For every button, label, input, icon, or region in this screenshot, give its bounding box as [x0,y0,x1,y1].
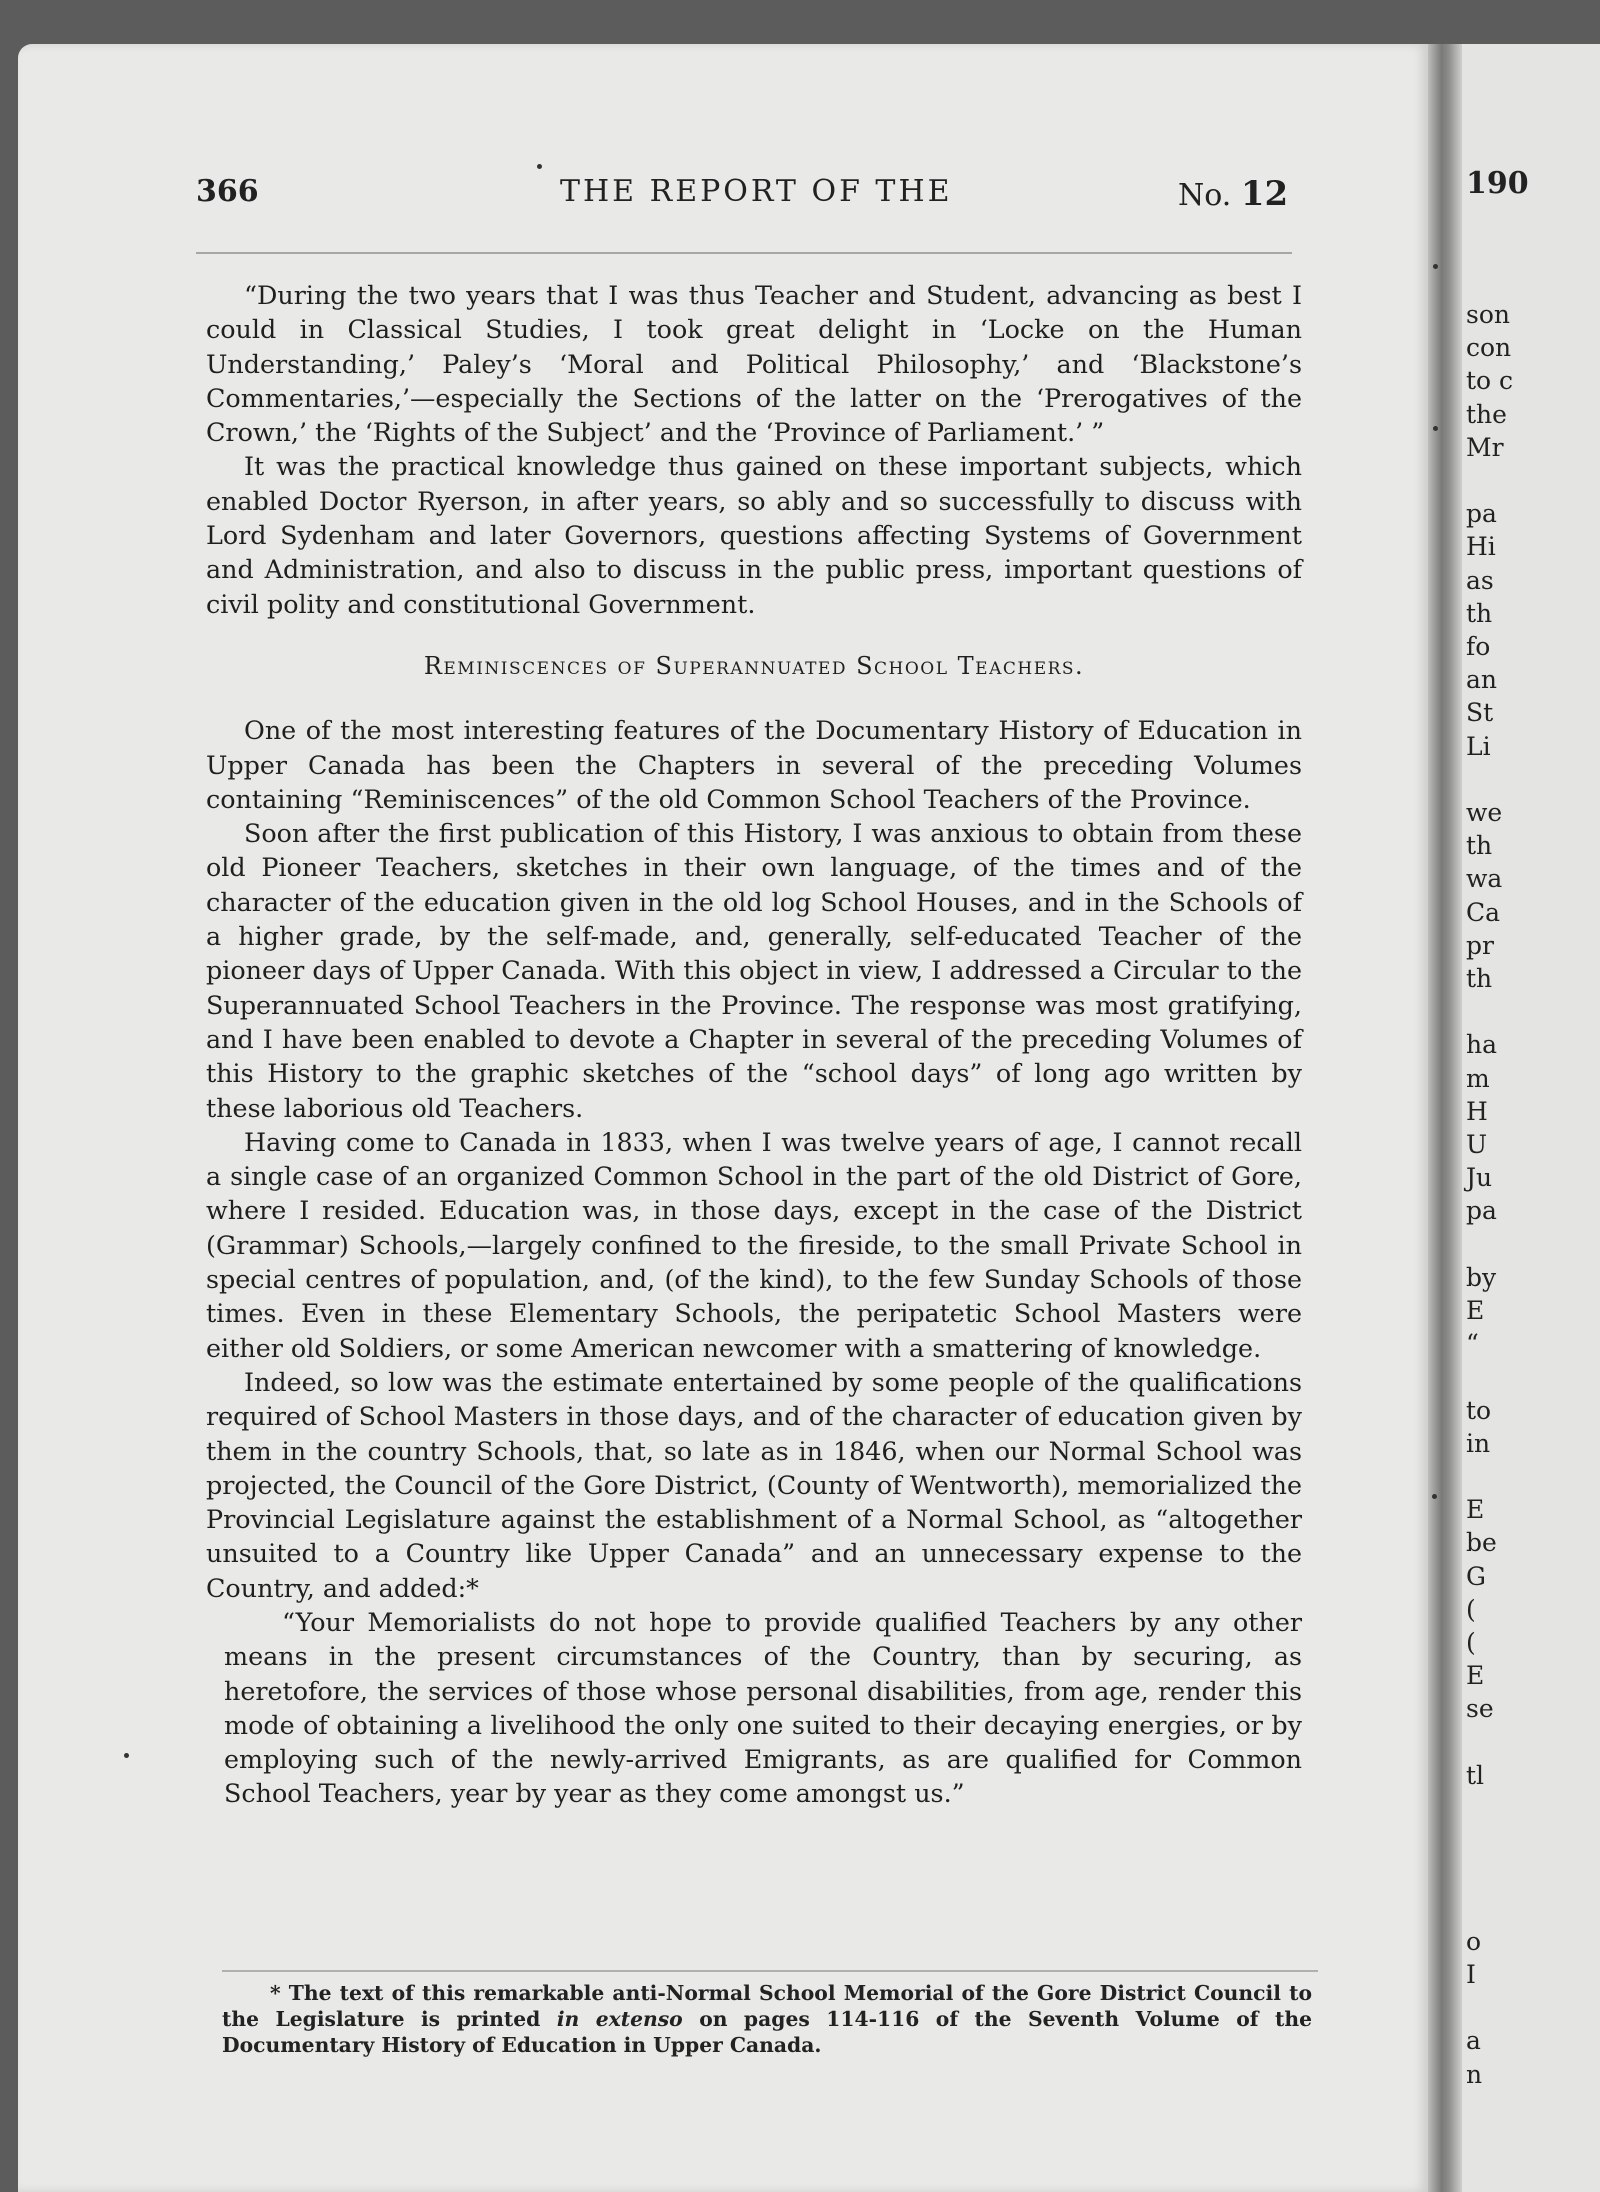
right-page-line: con [1466,333,1512,363]
paragraph: Indeed, so low was the estimate entertained by some people of the qualifications required of School Masters in those days, and of the character of education given by them in the country Schools, that, so late as in 1846, when our Normal School was projected, the Council of the Gore District, (County of Wentworth), memorialized the Provincial Legislature against the establishment of a Normal School, as “altogether unsuited to a Country like Upper Canada” and an unnecessary expense to the Country, and added:* [206,1366,1302,1603]
right-page-line: n [1466,2059,1483,2089]
right-page-line: G [1466,1561,1486,1591]
right-page-line: th [1466,831,1493,861]
right-page-line: Ju [1466,1163,1493,1193]
speck [1433,264,1438,269]
right-page-line: Hi [1466,532,1496,562]
right-page-line: by [1466,1262,1497,1292]
right-page-line: to c [1466,366,1514,396]
paragraph: “During the two years that I was thus Teacher and Student, advancing as best I could in Classical Studies, I took great delight in ‘Locke on the Human Understanding,’ Paley’s ‘Moral and Political Philosophy,’ and ‘Blackstone’s Commentaries,’—especially the Sections of the latter on the ‘Prerogatives of the Crown,’ the ‘Rights of the Subject’ and the ‘Province of Parliament.’ ” [206,280,1302,448]
right-page-line: E [1466,1661,1485,1691]
right-page-line: the [1466,399,1507,429]
report-number-label: No. [1178,178,1232,213]
right-page-header: 190 [1466,166,1529,201]
report-number [1178,174,1288,222]
right-page-line: pa [1466,499,1497,529]
right-page-line: U [1466,1130,1488,1159]
right-page-line: St [1466,698,1494,728]
speck [124,1753,129,1758]
footnote [222,1980,1312,2058]
right-page-line: a [1466,2026,1481,2056]
report-number-value: 12 [1240,174,1289,214]
footnote-rule [222,1970,1318,1972]
right-page-line: Mr [1466,432,1504,462]
right-page-line: Li [1466,731,1491,761]
right-page-line: son [1466,300,1510,329]
right-page-line: ( [1466,1594,1476,1624]
right-page-line: we [1466,798,1503,827]
right-page-line: wa [1466,864,1503,894]
footnote-text-before: * The text of this remarkable anti-Normal School Memorial of the Gore District Council to the Legislature is printed [222,1981,1312,2031]
right-page-line: Ca [1466,897,1501,927]
right-page-line: tl [1466,1760,1485,1790]
page-number: 366 [196,174,259,209]
paragraph: It was the practical knowledge thus gained on these important subjects, which enabled Doctor Ryerson, in after years, so ably and so successfully to discuss with Lord Sydenham and later Governors, questions affecting Systems of Government and Administration, and also to discuss in the public press, important questions of civil polity and constitutional Government. [206,451,1302,619]
right-page-line: th [1466,598,1493,628]
right-page-line: pr [1466,930,1494,960]
header-rule [196,252,1292,254]
main-text [206,278,1302,1811]
right-page-line: I [1466,1960,1476,1989]
right-page-line: se [1466,1694,1494,1724]
footnote-text-after: on pages 114-116 of the Seventh Volume of the Documentary History of Education in Upper Canada. [222,2007,1313,2057]
speck [1432,1494,1437,1499]
memorial-quote: “Your Memorialists do not hope to provide qualified Teachers by any other means in the present circumstances of the Country, than by securing, as heretofore, the services of those whose personal disabilities, from age, render this mode of obtaining a livelihood the only one suited to their decaying energies, or by employing such of the newly-arrived Emigrants, as are qualified for Common School Teachers, year by year as they come amongst us.” [224,1606,1302,1809]
speck [1433,426,1438,431]
right-page-line: “ [1466,1329,1479,1359]
right-page-line: be [1466,1528,1497,1558]
right-page-line: to [1466,1395,1492,1425]
right-page-line: ha [1466,1030,1498,1060]
right-page-line: ( [1466,1628,1476,1657]
footnote-italic: in extenso [556,2007,683,2031]
right-page-line: E [1466,1495,1485,1525]
right-page-line: fo [1466,632,1491,661]
right-page-line: th [1466,964,1493,993]
running-title: THE REPORT OF THE [560,174,953,209]
right-page-line: o [1466,1926,1482,1956]
book-gutter [1428,44,1462,2192]
right-page-line: as [1466,565,1494,595]
paragraph: One of the most interesting features of the Documentary History of Education in Upper Canada has been the Chapters in several of the preceding Volumes containing “Reminiscences” of the old Common School Teachers of the Province. [206,715,1302,814]
speck [537,164,542,169]
paragraph: Soon after the first publication of this History, I was anxious to obtain from these old Pioneer Teachers, sketches in their own language, of the times and of the character of the education given in the old log School Houses, and in the Schools of a higher grade, by the self-made, and, generally, self-educated Teacher of the pioneer days of Upper Canada. With this object in view, I addressed a Circular to the Superannuated School Teachers in the Province. The response was most gratifying, and I have been enabled to devote a Chapter in several of the preceding Volumes of this History to the graphic sketches of the “school days” of long ago written by these laborious old Teachers. [206,818,1302,1123]
right-page-line: an [1466,665,1498,695]
right-page-line: H [1466,1096,1488,1126]
right-page-line: in [1466,1428,1491,1458]
right-page-line: E [1466,1296,1485,1325]
paragraph: Having come to Canada in 1833, when I was twelve years of age, I cannot recall a single case of an organized Common School in the part of the old District of Gore, where I resided. Education was, in those days, except in the case of the District (Grammar) Schools,—largely confined to the fireside, to the small Private School in special centres of population, and, (of the kind), to the few Sunday Schools of those times. Even in these Elementary Schools, the peripatetic School Masters were either old Soldiers, or some American newcomer with a smattering of knowledge. [206,1126,1302,1363]
right-page-line: m [1466,1063,1490,1093]
section-heading: Reminiscences of Superannuated School Teachers. [423,651,1085,680]
right-page-line: pa [1466,1196,1497,1226]
